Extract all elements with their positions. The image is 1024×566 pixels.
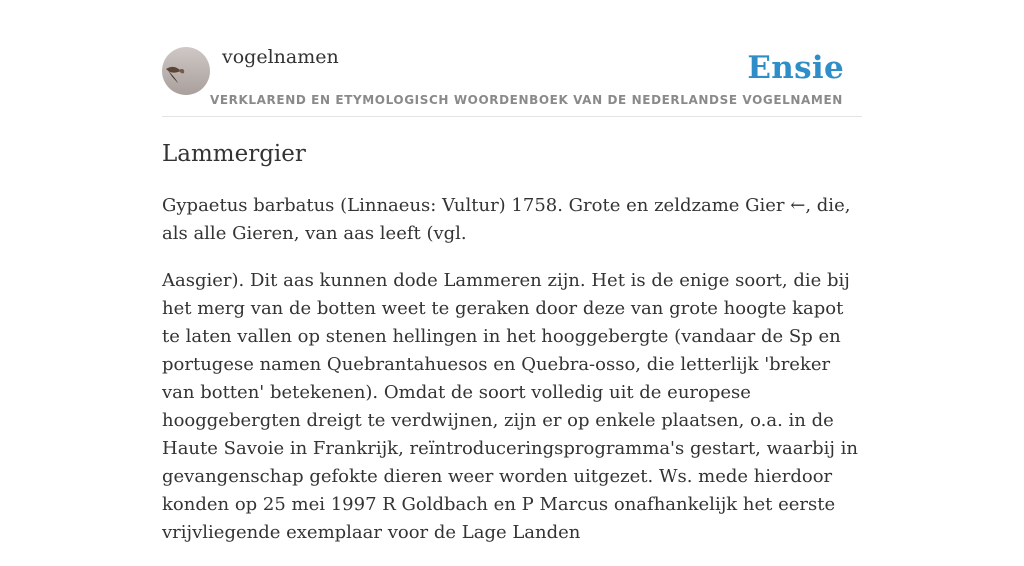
entry-title: Lammergier: [162, 141, 306, 167]
entry-body: [162, 192, 862, 566]
site-tagline: VERKLAREND EN ETYMOLOGISCH WOORDENBOEK VAN DE NEDERLANDSE VOGELNAMEN: [210, 93, 843, 107]
entry-paragraph: Aasgier). Dit aas kunnen dode Lammeren zijn. Het is de enige soort, die bij het merg van de botten weet te geraken door deze van grote hoogte kapot te laten vallen op stenen hellingen in het hooggebergte (vandaar de Sp en portugese namen Quebrantahuesos en Quebra-osso, die letterlijk 'breker van botten' betekenen). Omdat de soort volledig uit de europese hooggebergten dreigt te verdwijnen, zijn er op enkele plaatsen, o.a. in de Haute Savoie in Frankrijk, reïntroduceringsprogramma's gestart, waarbij in gevangenschap gefokte dieren weer worden uitgezet. Ws. mede hierdoor konden op 25 mei 1997 R Goldbach en P Marcus onafhankelijk het eerste vrijvliegende exemplaar voor de Lage Landen: [162, 270, 859, 543]
site-header: [162, 44, 862, 117]
avatar[interactable]: [162, 47, 210, 95]
bird-icon: [162, 47, 210, 95]
ensie-logo[interactable]: Ensie: [747, 50, 844, 86]
entry-paragraph: Gypaetus barbatus (Linnaeus: Vultur) 1758. Grote en zeldzame Gier ←, die, als alle Gieren, van aas leeft (vgl.: [162, 195, 851, 244]
site-name[interactable]: vogelnamen: [222, 46, 339, 68]
